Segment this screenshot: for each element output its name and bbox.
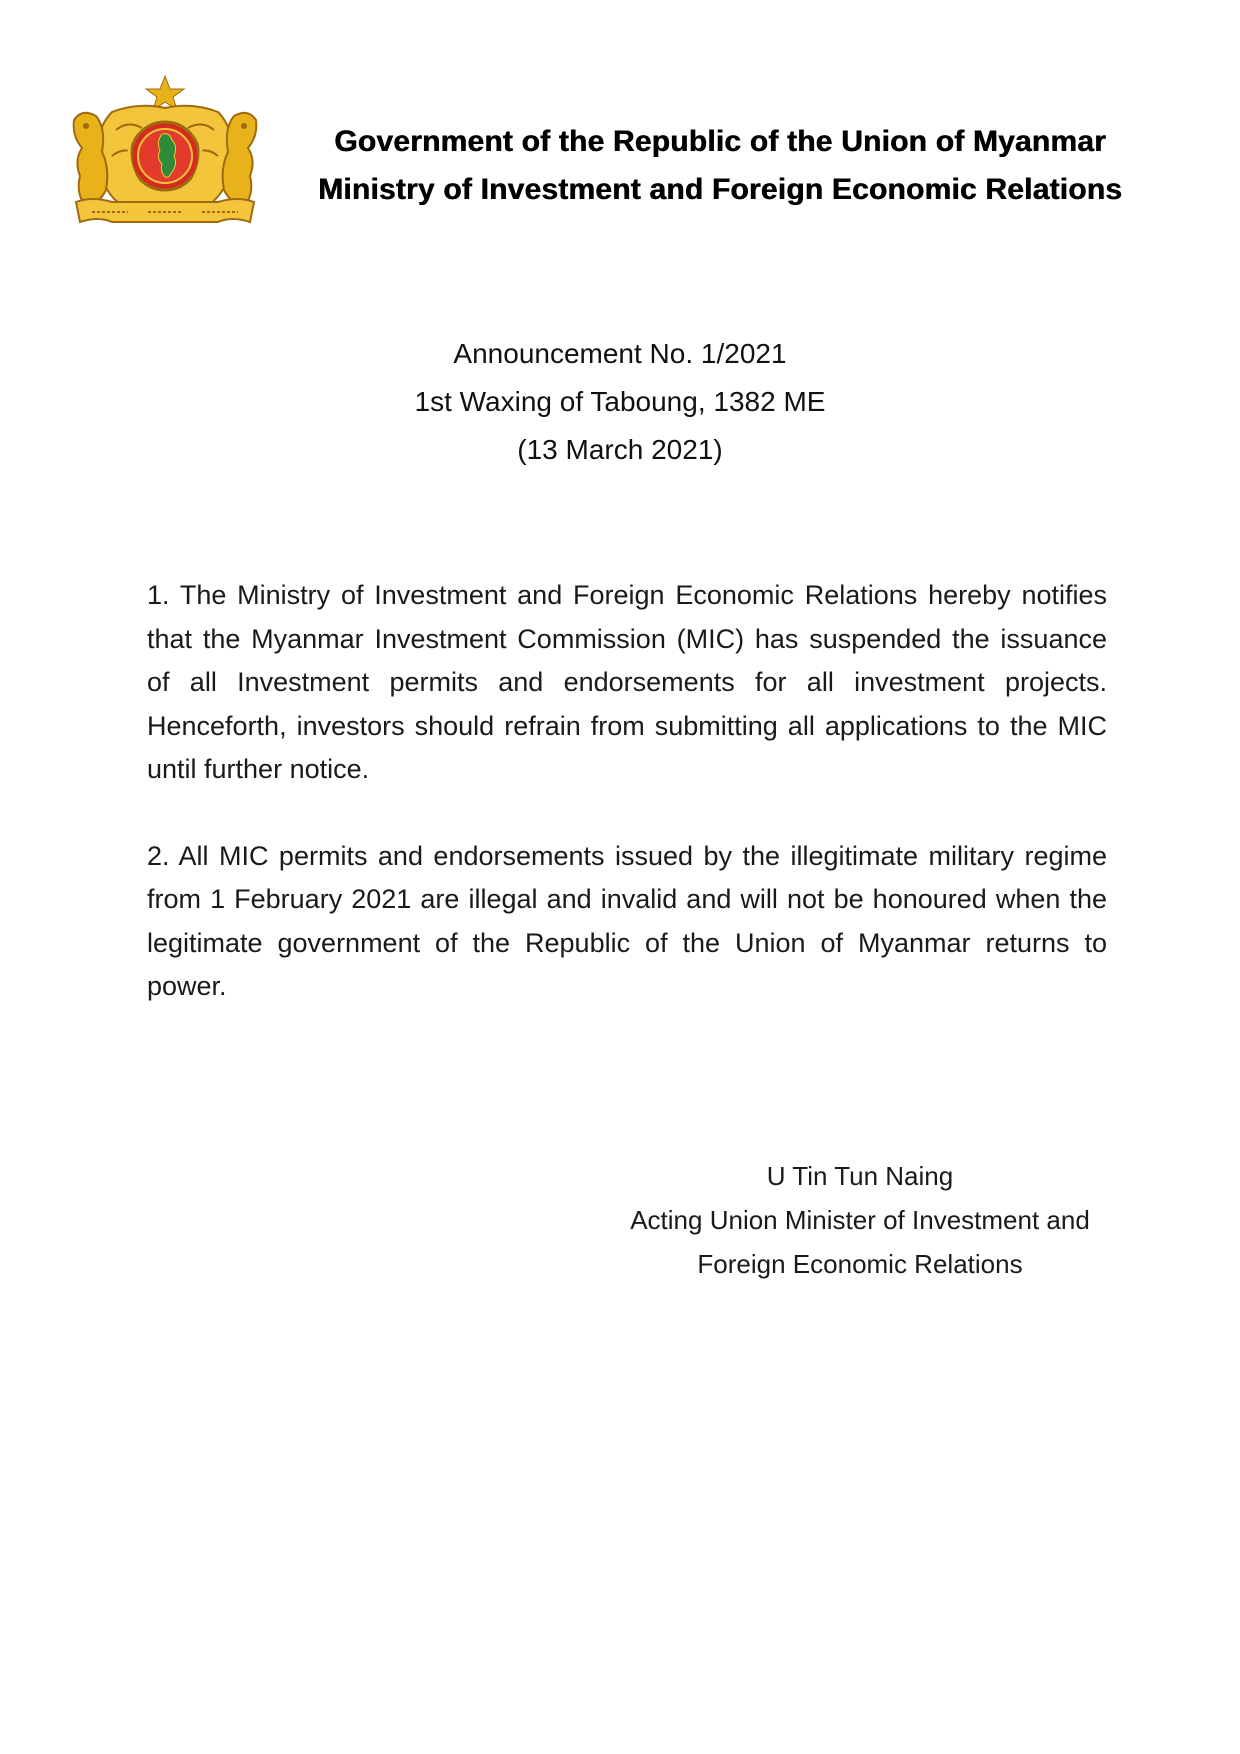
state-seal-icon: [72, 72, 258, 226]
government-title: Government of the Republic of the Union of Myanmar: [334, 125, 1106, 158]
signatory-name: U Tin Tun Naing: [766, 1161, 954, 1191]
paragraph-2: 2. All MIC permits and endorsements issued by the illegitimate military regime from 1 February 2021 are illegal and invalid and will not be honoured when the legitimate government of the Republic of the Union of Myanmar returns to power.: [147, 840, 1107, 1001]
announcement-number: Announcement No. 1/2021: [453, 338, 787, 369]
signatory-title-line-1: Acting Union Minister of Investment and: [630, 1205, 1090, 1235]
announcement-body: [147, 574, 1107, 1052]
ministry-title: Ministry of Investment and Foreign Economic Relations: [317, 173, 1123, 206]
announcement-heading: [0, 330, 1240, 474]
signatory-title-line-2: Foreign Economic Relations: [697, 1249, 1023, 1279]
signature-block: [610, 1154, 1110, 1286]
letterhead: [270, 118, 1170, 214]
left-lion-icon: [74, 113, 108, 204]
banner-icon: [76, 199, 254, 222]
right-lion-icon: [223, 113, 257, 204]
announcement-date-gregorian: (13 March 2021): [517, 434, 723, 465]
announcement-date-myanmar: 1st Waxing of Taboung, 1382 ME: [414, 386, 826, 417]
paragraph-1: 1. The Ministry of Investment and Foreign Economic Relations hereby notifies that the Myanmar Investment Commission (MIC) has suspended the issuance of all Investment permits and endorsements for all investment projects. Henceforth, investors should refrain from submitting all applications to the MIC until further notice.: [147, 580, 1107, 784]
star-icon: [146, 76, 184, 110]
